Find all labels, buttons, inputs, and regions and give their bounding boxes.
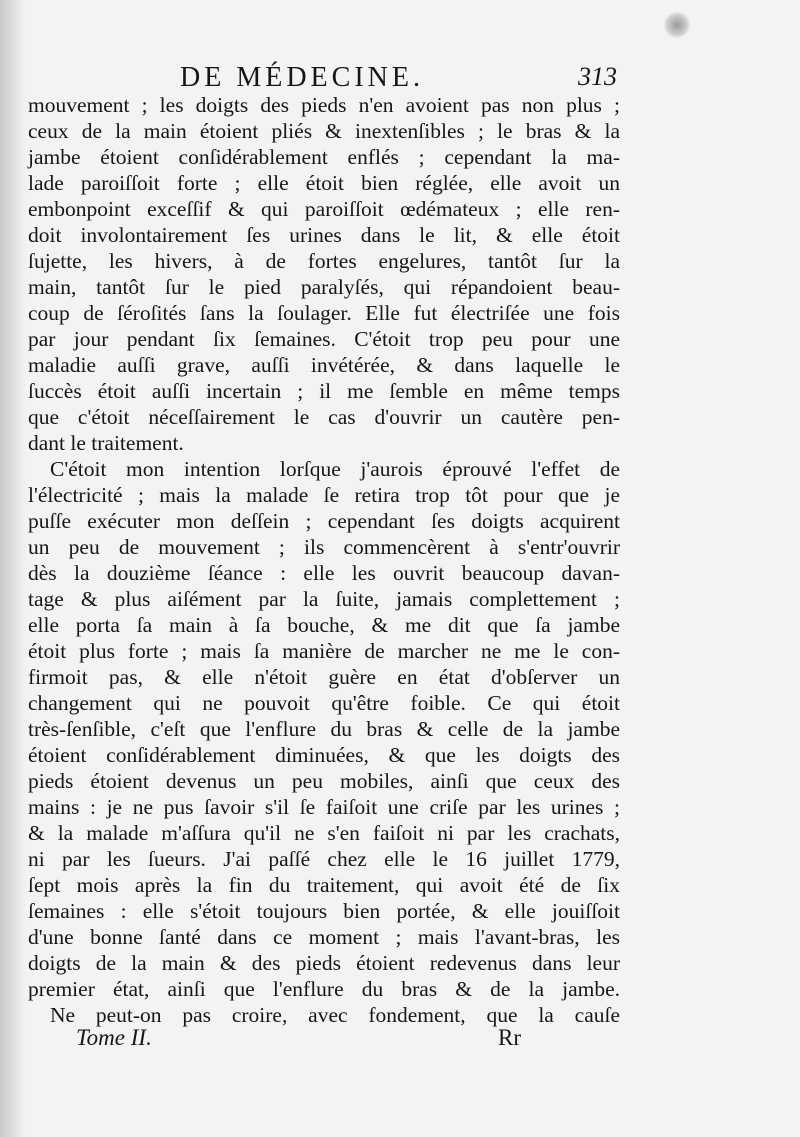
text-line: pieds étoient devenus un peu mobiles, ainſi que ceux des (28, 769, 620, 793)
text-line: Ne peut-on pas croire, avec fondement, que la cauſe (50, 1003, 620, 1027)
volume-label: Tome II. (76, 1025, 152, 1050)
ink-stain (664, 12, 690, 38)
text-line: par jour pendant ſix ſemaines. C'étoit trop peu pour une (28, 327, 620, 351)
text-line: elle porta ſa main à ſa bouche, & me dit que ſa jambe (28, 613, 620, 637)
text-line: dès la douzième ſéance : elle les ouvrit beaucoup davan- (28, 561, 620, 585)
text-line: mouvement ; les doigts des pieds n'en avoient pas non plus ; (28, 93, 620, 117)
text-line: tage & plus aiſément par la ſuite, jamais complettement ; (28, 587, 620, 611)
body-text (28, 92, 620, 1028)
text-line: doit involontairement ſes urines dans le lit, & elle étoit (28, 223, 620, 247)
text-line: C'étoit mon intention lorſque j'aurois éprouvé l'effet de (50, 457, 620, 481)
text-line: lade paroiſſoit forte ; elle étoit bien réglée, elle avoit un (28, 171, 620, 195)
text-line: que c'étoit néceſſairement le cas d'ouvrir un cautère pen- (28, 405, 620, 429)
text-line: un peu de mouvement ; ils commencèrent à s'entr'ouvrir (28, 535, 620, 559)
running-header: DE MÉDECINE. (180, 62, 424, 93)
text-line: ſuccès étoit auſſi incertain ; il me ſemble en même temps (28, 379, 620, 403)
text-line: premier état, ainſi que l'enflure du bras & de la jambe. (28, 977, 620, 1001)
text-line: ni par les ſueurs. J'ai paſſé chez elle le 16 juillet 1779, (28, 847, 620, 871)
text-line: doigts de la main & des pieds étoient redevenus dans leur (28, 951, 620, 975)
text-line: jambe étoient conſidérablement enflés ; cependant la ma- (28, 145, 620, 169)
signature-mark: Rr (498, 1025, 521, 1050)
text-line: firmoit pas, & elle n'étoit guère en état d'obſerver un (28, 665, 620, 689)
text-line: & la malade m'aſſura qu'il ne s'en faiſoit ni par les crachats, (28, 821, 620, 845)
text-line: dant le traitement. (28, 431, 184, 455)
text-line: main, tantôt ſur le pied paralyſés, qui répandoient beau- (28, 275, 620, 299)
text-line: très-ſenſible, c'eſt que l'enflure du bras & celle de la jambe (28, 717, 620, 741)
text-line: étoit plus forte ; mais ſa manière de marcher ne me le con- (28, 639, 620, 663)
text-line: ſujette, les hivers, à de fortes engelures, tantôt ſur la (28, 249, 620, 273)
text-line: ſemaines : elle s'étoit toujours bien portée, & elle jouiſſoit (28, 899, 620, 923)
text-line: étoient conſidérablement diminuées, & que les doigts des (28, 743, 620, 767)
text-line: maladie auſſi grave, auſſi invétérée, & dans laquelle le (28, 353, 620, 377)
page-number: 313 (578, 62, 617, 91)
text-line: changement qui ne pouvoit qu'être foible. Ce qui étoit (28, 691, 620, 715)
text-line: ceux de la main étoient pliés & inextenſibles ; le bras & la (28, 119, 620, 143)
text-line: l'électricité ; mais la malade ſe retira trop tôt pour que je (28, 483, 620, 507)
text-line: ſept mois après la fin du traitement, qui avoit été de ſix (28, 873, 620, 897)
text-line: puſſe exécuter mon deſſein ; cependant ſes doigts acquirent (28, 509, 620, 533)
text-line: d'une bonne ſanté dans ce moment ; mais l'avant-bras, les (28, 925, 620, 949)
text-line: coup de ſéroſités ſans la ſoulager. Elle fut électriſée une fois (28, 301, 620, 325)
text-line: mains : je ne pus ſavoir s'il ſe faiſoit une criſe par les urines ; (28, 795, 620, 819)
text-line: embonpoint exceſſif & qui paroiſſoit œdémateux ; elle ren- (28, 197, 620, 221)
page-gutter-shadow (0, 0, 26, 1137)
